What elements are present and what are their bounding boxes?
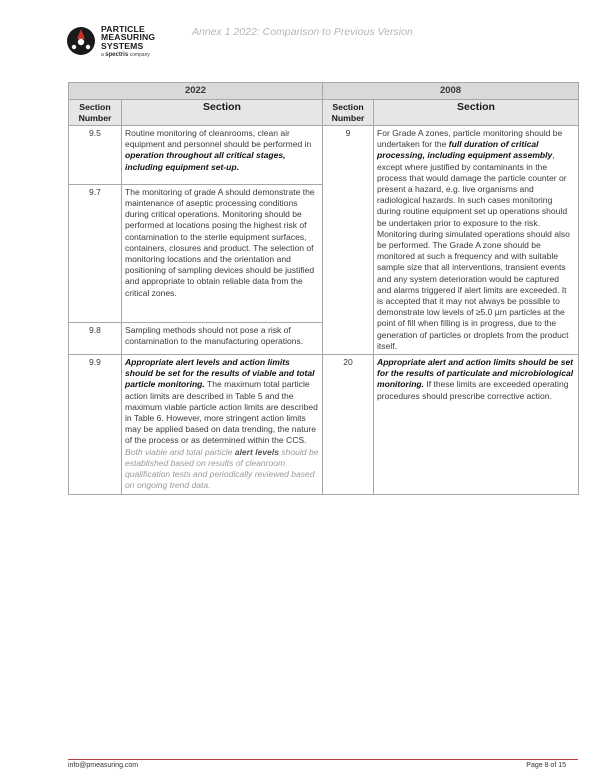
section-text: Routine monitoring of cleanrooms, clean air equipment and personnel should be performed in operation throughout all critical stages, including equipment set-up. [122,126,323,185]
company-logo [66,22,186,64]
page-header [66,22,546,64]
section-number: 9.7 [69,184,122,322]
footer-divider [68,759,578,760]
section-text: For Grade A zones, particle monitoring should be undertaken for the full duration of critical processing, including equipment assembly, except where justified by contaminants in the process that would damage the particle counter or present a hazard, e.g. live organisms and radiological hazards. In such cases monitoring during routine equipment set up operations should be undertaken prior to exposure to the risk. Monitoring during simulated operations should also be performed. The Grade A zone should be monitored at such a frequency and with suitable sample size that all interventions, transient events and any system deterioration would be captured and alarms triggered if alert limits are exceeded. It is accepted that it may not always be possible to demonstrate low levels of ≥5.0 µm particles at the point of fill when filling is in progress, due to the generation of particles or droplets from the product itself. [374,126,579,355]
table-row [69,355,579,494]
column-header-row [69,100,579,126]
section-text: Sampling methods should not pose a risk of contamination to the manufacturing operations. [122,322,323,354]
section-header-2022: Section [122,100,323,126]
particle-logo-icon [66,26,96,56]
section-number-header-2008: Section Number [323,100,374,126]
footer-email: info@pmeasuring.com [68,762,139,769]
page-number: Page 8 of 15 [526,762,566,769]
section-number: 9 [323,126,374,355]
section-text: The monitoring of grade A should demonstrate the maintenance of aseptic processing conditions during critical operations. Monitoring should be performed at locations posing the highest risk of contamination to the sterile equipment surfaces, containers, closures and product. The selection of monitoring locations and the orientation and positioning of sampling devices should be justified and appropriate to obtain reliable data from the critical zones. [122,184,323,322]
year-2022-header: 2022 [69,83,323,100]
section-number: 9.5 [69,126,122,185]
section-number: 9.8 [69,322,122,354]
logo-wordmark: PARTICLE MEASURING SYSTEMS [101,24,156,51]
section-number: 20 [323,355,374,494]
year-2008-header: 2008 [323,83,579,100]
section-text: Appropriate alert levels and action limits should be set for the results of viable and total particle monitoring. The maximum total particle action limits are described in Table 5 and the maximum viable particle action limits are described in Table 6. However, more stringent action limits may be applied based on data trending, the nature of the process or as determined within the CCS. Both viable and total particle alert levels should be established based on results of cleanroom qualification tests and periodically reviewed based on ongoing trend data. [122,355,323,494]
document-title: Annex 1 2022: Comparison to Previous Version [192,26,413,38]
section-number-header-2022: Section Number [69,100,122,126]
table-row [69,126,579,185]
comparison-table [68,82,579,495]
section-number: 9.9 [69,355,122,494]
section-header-2008: Section [374,100,579,126]
year-header-row [69,83,579,100]
section-text: Appropriate alert and action limits should be set for the results of particulate and microbiological monitoring. If these limits are exceeded operating procedures should prescribe corrective action. [374,355,579,494]
logo-tagline: a spectris company [101,52,150,58]
